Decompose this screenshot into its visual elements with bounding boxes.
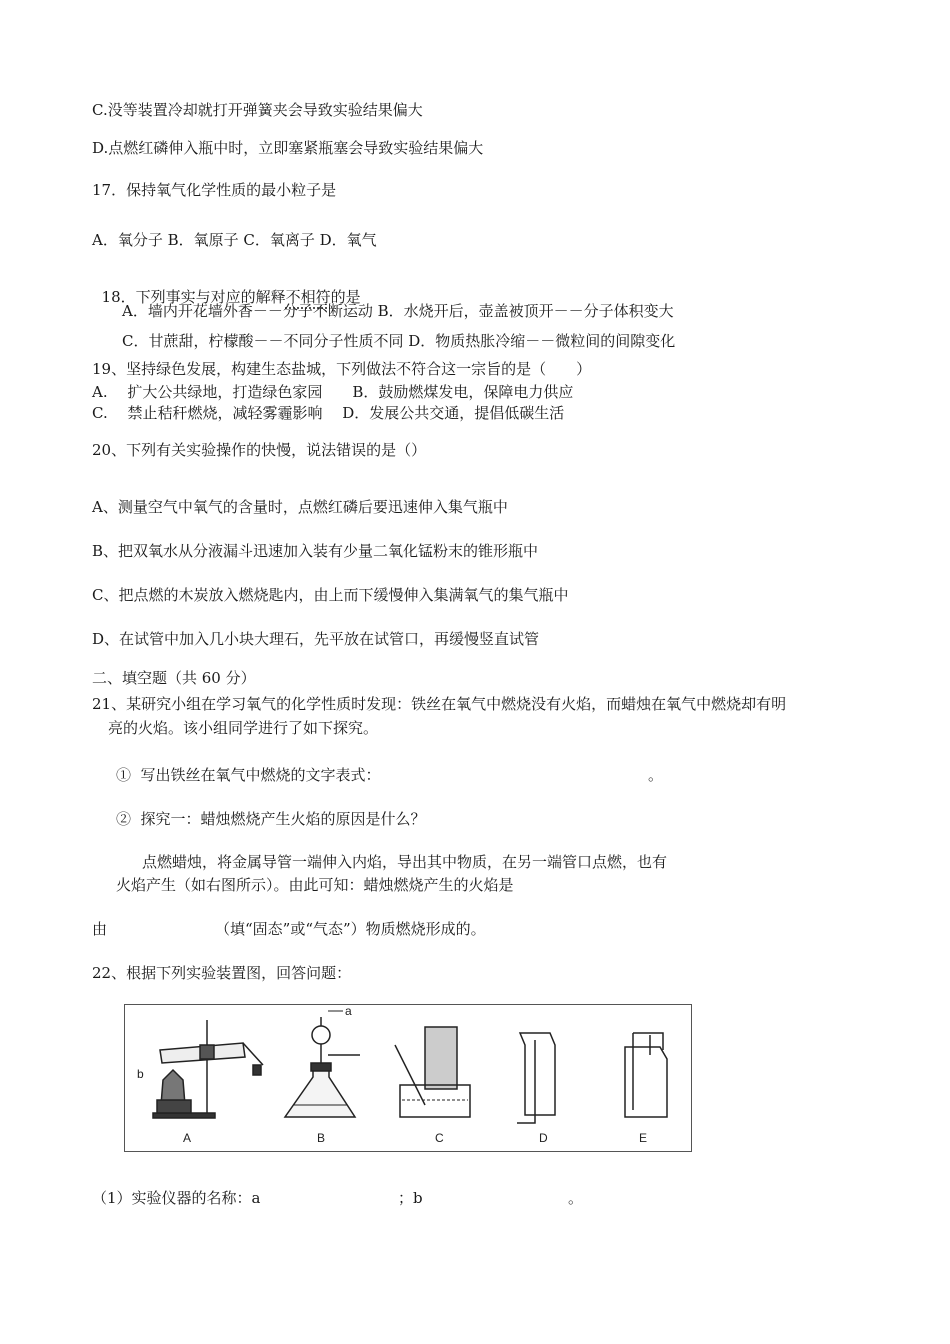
question-20-option-b: B、把双氧水从分液漏斗迅速加入装有少量二氧化锰粉末的锥形瓶中 (92, 542, 539, 560)
question-20-option-a: A、测量空气中氧气的含量时，点燃红磷后要迅速伸入集气瓶中 (92, 498, 508, 516)
option-c-16: C.没等装置冷却就打开弹簧夹会导致实验结果偏大 (92, 101, 423, 119)
question-21-text-1: 点燃蜡烛，将金属导管一端伸入内焰，导出其中物质，在另一端管口点燃，也有 (142, 853, 668, 871)
question-21-line-1: 21、某研究小组在学习氧气的化学性质时发现：铁丝在氧气中燃烧没有火焰，而蜡烛在氧气中燃烧却有明 (92, 695, 787, 713)
question-21-text-3a: 由 (92, 920, 108, 938)
label-b: B (317, 1131, 326, 1145)
apparatus-a (153, 1020, 263, 1118)
apparatus-e (625, 1033, 667, 1117)
question-22-part-1-b: ；b (398, 1189, 423, 1207)
label-part-a: a (345, 1005, 352, 1018)
question-18-options-cd: C．甘蔗甜，柠檬酸－－不同分子性质不同 D．物质热胀冷缩－－微粒间的间隙变化 (122, 332, 676, 350)
apparatus-c (395, 1027, 470, 1117)
question-21-part-1-end: 。 (648, 766, 664, 784)
question-18-text-1: 18．下列事实与对应的解释 (101, 288, 286, 306)
question-18-emphasis: 不相符 (285, 288, 331, 306)
apparatus-figure (124, 1004, 692, 1152)
question-21-text-3b: （填“固态”或“气态”）物质燃烧形成的。 (215, 920, 486, 938)
question-21-part-1: ① 写出铁丝在氧气中燃烧的文字表式： (116, 766, 381, 784)
question-18-text-2: 的是 (330, 288, 361, 306)
apparatus-d (517, 1033, 555, 1123)
question-22-part-1-end: 。 (568, 1189, 584, 1207)
label-d: D (539, 1131, 548, 1145)
question-20-option-c: C、把点燃的木炭放入燃烧匙内，由上而下缓慢伸入集满氧气的集气瓶中 (92, 586, 569, 604)
label-c: C (435, 1131, 444, 1145)
question-17: 17．保持氧气化学性质的最小粒子是 (92, 181, 337, 199)
question-20-option-d: D、在试管中加入几小块大理石，先平放在试管口，再缓慢竖直试管 (92, 630, 540, 648)
label-part-b: b (137, 1067, 144, 1081)
question-21-part-2: ② 探究一：蜡烛燃烧产生火焰的原因是什么？ (116, 810, 426, 828)
option-d-16: D.点燃红磷伸入瓶中时，立即塞紧瓶塞会导致实验结果偏大 (92, 139, 484, 157)
question-22: 22、根据下列实验装置图，回答问题： (92, 964, 352, 982)
apparatus-b (285, 1011, 360, 1117)
question-19-options-ab: A. 扩大公共绿地，打造绿色家园 B．鼓励燃煤发电，保障电力供应 (92, 383, 574, 401)
question-19: 19、坚持绿色发展，构建生态盐城，下列做法不符合这一宗旨的是（ ） (92, 360, 592, 378)
question-21-line-2: 亮的火焰。该小组同学进行了如下探究。 (108, 719, 379, 737)
question-21-text-2: 火焰产生（如右图所示）。由此可知：蜡烛燃烧产生的火焰是 (116, 876, 514, 894)
question-20: 20、下列有关实验操作的快慢，说法错误的是（） (92, 441, 427, 459)
question-18-options-ab: A．墙内开花墙外香－－分子不断运动 B．水烧开后，壶盖被顶开－－分子体积变大 (122, 302, 674, 320)
question-19-options-cd: C. 禁止秸秆燃烧，减轻雾霾影响 D．发展公共交通，提倡低碳生活 (92, 404, 565, 422)
label-a: A (183, 1131, 192, 1145)
label-e: E (639, 1131, 648, 1145)
question-17-options: A．氧分子 B．氧原子 C．氧离子 D．氧气 (92, 231, 377, 249)
question-22-part-1: （1）实验仪器的名称：a (92, 1189, 261, 1207)
section-2-heading: 二、填空题（共 60 分） (92, 669, 256, 687)
